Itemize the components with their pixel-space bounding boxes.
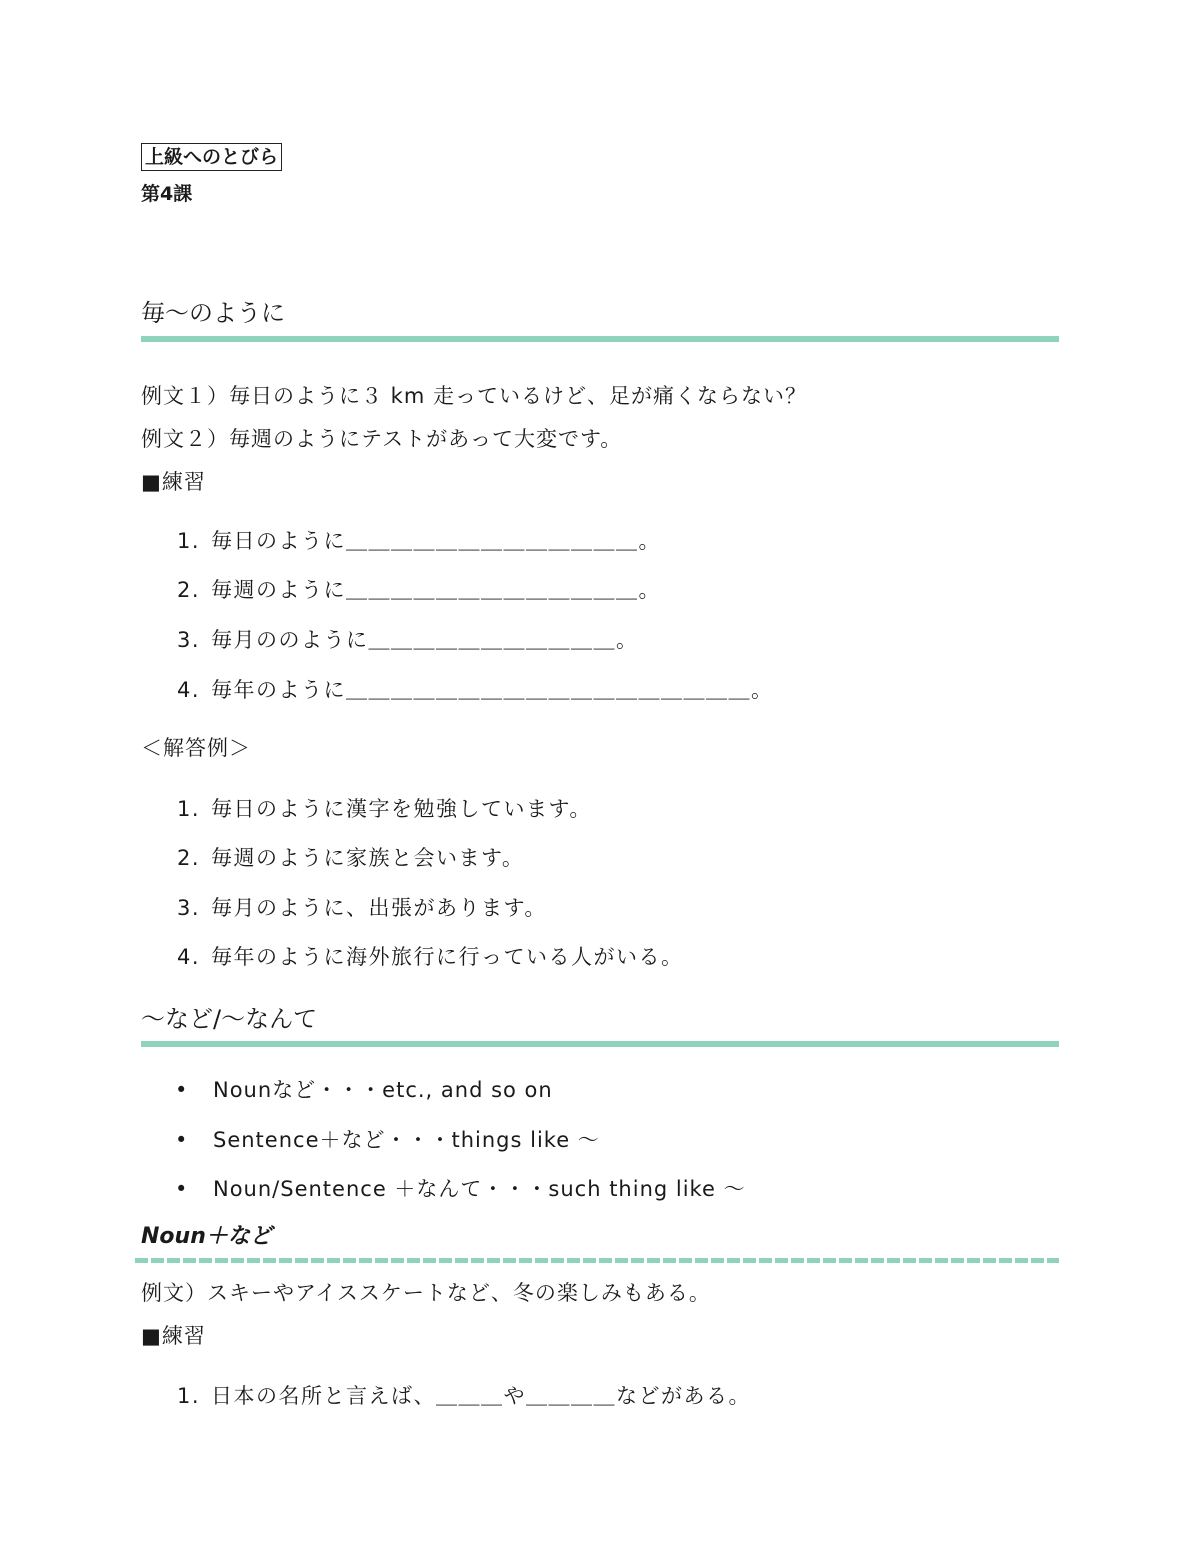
item-number: 2.: [177, 578, 201, 602]
bullet-icon: •: [175, 1177, 189, 1201]
section-title-nado-nante: 〜など/〜なんて: [141, 1005, 318, 1033]
practice-item: [177, 625, 639, 655]
item-text: 毎月のように、出張があります。: [211, 896, 547, 920]
grammar-bullet: [175, 1125, 600, 1155]
item-text: 毎日のように漢字を勉強しています。: [211, 797, 592, 821]
subsection-divider: [135, 1258, 1059, 1263]
section-divider: [141, 336, 1059, 342]
item-number: 3.: [177, 896, 201, 920]
practice-label: ■練習: [141, 470, 206, 494]
example-sentence: 例文２）毎週のようにテストがあって大変です。: [141, 427, 623, 451]
item-text: 日本の名所と言えば、＿＿＿や＿＿＿＿などがある。: [211, 1384, 751, 1408]
answer-item: [177, 794, 592, 824]
item-number: 4.: [177, 678, 201, 702]
subheading-noun-nado: Noun＋など: [141, 1224, 272, 1249]
bullet-text: Sentence＋など・・・things like 〜: [213, 1128, 600, 1152]
item-number: 1.: [177, 797, 201, 821]
item-text: 毎週のように家族と会います。: [211, 846, 525, 870]
item-text: 毎週のように＿＿＿＿＿＿＿＿＿＿＿＿＿。: [211, 578, 661, 602]
answers-label: ＜解答例＞: [141, 736, 251, 760]
example-sentence: 例文）スキーやアイススケートなど、冬の楽しみもある。: [141, 1281, 711, 1305]
section-divider: [141, 1041, 1059, 1047]
answer-item: [177, 942, 684, 972]
bullet-icon: •: [175, 1128, 189, 1152]
practice-label: ■練習: [141, 1324, 206, 1348]
bullet-text: Nounなど・・・etc., and so on: [213, 1078, 553, 1102]
item-number: 3.: [177, 628, 201, 652]
item-number: 4.: [177, 945, 201, 969]
answer-item: [177, 843, 524, 873]
item-text: 毎日のように＿＿＿＿＿＿＿＿＿＿＿＿＿。: [211, 529, 661, 553]
example-sentence: 例文１）毎日のように３ km 走っているけど、足が痛くならない？: [141, 384, 807, 408]
item-text: 毎年のように海外旅行に行っている人がいる。: [211, 945, 684, 969]
item-text: 毎年のように＿＿＿＿＿＿＿＿＿＿＿＿＿＿＿＿＿＿。: [211, 678, 774, 702]
grammar-bullet: [175, 1075, 553, 1105]
practice-item: [177, 575, 661, 605]
grammar-bullet: [175, 1174, 746, 1204]
practice-item: [177, 1381, 751, 1411]
item-number: 1.: [177, 529, 201, 553]
item-number: 1.: [177, 1384, 201, 1408]
book-title: 上級へのとびら: [141, 143, 282, 171]
answer-item: [177, 893, 547, 923]
section-title-mai-no-youni: 毎〜のように: [141, 299, 285, 327]
item-text: 毎月ののように＿＿＿＿＿＿＿＿＿＿＿。: [211, 628, 639, 652]
bullet-text: Noun/Sentence ＋なんて・・・such thing like 〜: [213, 1177, 746, 1201]
bullet-icon: •: [175, 1078, 189, 1102]
item-number: 2.: [177, 846, 201, 870]
practice-item: [177, 526, 661, 556]
practice-item: [177, 675, 774, 705]
lesson-number: 第4課: [141, 183, 193, 205]
